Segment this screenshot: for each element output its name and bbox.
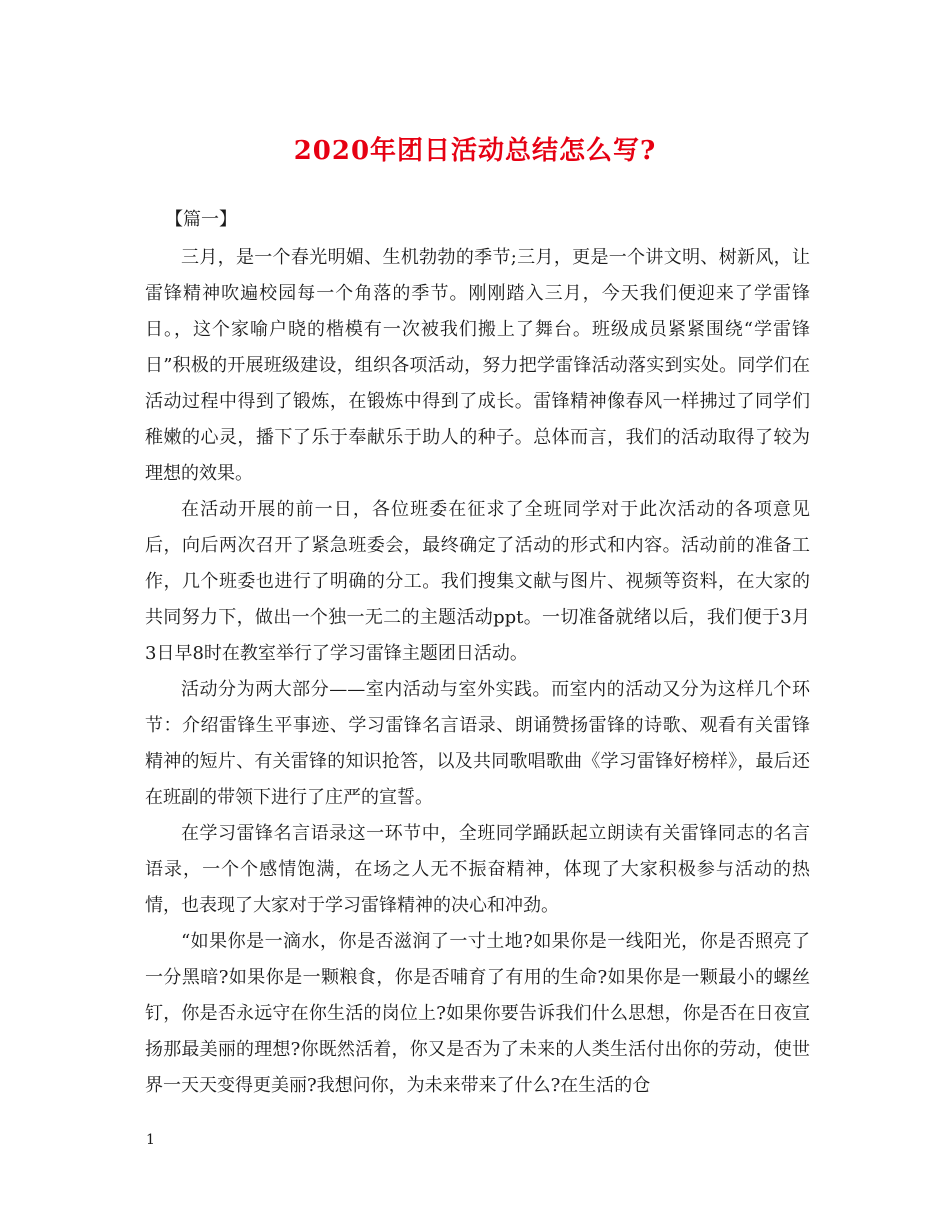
section-label: 【篇一】 bbox=[165, 209, 237, 230]
paragraph: 三月，是一个春光明媚、生机勃勃的季节;三月，更是一个讲文明、树新风，让雷锋精神吹遍校园每一个角落的季节。刚刚踏入三月，今天我们便迎来了学雷锋日。，这个家喻户晓的楷模有一次被我们搬上了舞台。班级成员紧紧围绕“学雷锋日”积极的开展班级建设，组织各项活动，努力把学雷锋活动落实到实处。同学们在活动过程中得到了锻炼，在锻炼中得到了成长。雷锋精神像春风一样拂过了同学们稚嫩的心灵，播下了乐于奉献乐于助人的种子。总体而言，我们的活动取得了较为理想的效果。 bbox=[145, 247, 810, 484]
paragraph: 在学习雷锋名言语录这一环节中，全班同学踊跃起立朗读有关雷锋同志的名言语录，一个个感情饱满，在场之人无不振奋精神，体现了大家积极参与活动的热情，也表现了大家对于学习雷锋精神的决心和冲劲。 bbox=[145, 823, 810, 916]
document-title: 2020年团日活动总结怎么写? bbox=[293, 136, 657, 166]
document-body bbox=[145, 240, 810, 1104]
paragraph: 活动分为两大部分——室内活动与室外实践。而室内的活动又分为这样几个环节：介绍雷锋生平事迹、学习雷锋名言语录、朗诵赞扬雷锋的诗歌、观看有关雷锋精神的短片、有关雷锋的知识抢答，以及共同歌唱歌曲《学习雷锋好榜样》，最后还在班副的带领下进行了庄严的宣誓。 bbox=[145, 679, 810, 808]
paragraph: “如果你是一滴水，你是否滋润了一寸土地?如果你是一线阳光，你是否照亮了一分黑暗?如果你是一颗粮食，你是否哺育了有用的生命?如果你是一颗最小的螺丝钉，你是否永远守在你生活的岗位上?如果你要告诉我们什么思想，你是否在日夜宣扬那最美丽的理想?你既然活着，你又是否为了未来的人类生活付出你的劳动，使世界一天天变得更美丽?我想问你，为未来带来了什么?在生活的仓 bbox=[145, 931, 810, 1096]
page-number: 1 bbox=[146, 1132, 155, 1148]
paragraph: 在活动开展的前一日，各位班委在征求了全班同学对于此次活动的各项意见后，向后两次召开了紧急班委会，最终确定了活动的形式和内容。活动前的准备工作，几个班委也进行了明确的分工。我们搜集文献与图片、视频等资料，在大家的共同努力下，做出一个独一无二的主题活动ppt。一切准备就绪以后，我们便于3月3日早8时在教室举行了学习雷锋主题团日活动。 bbox=[145, 499, 810, 664]
